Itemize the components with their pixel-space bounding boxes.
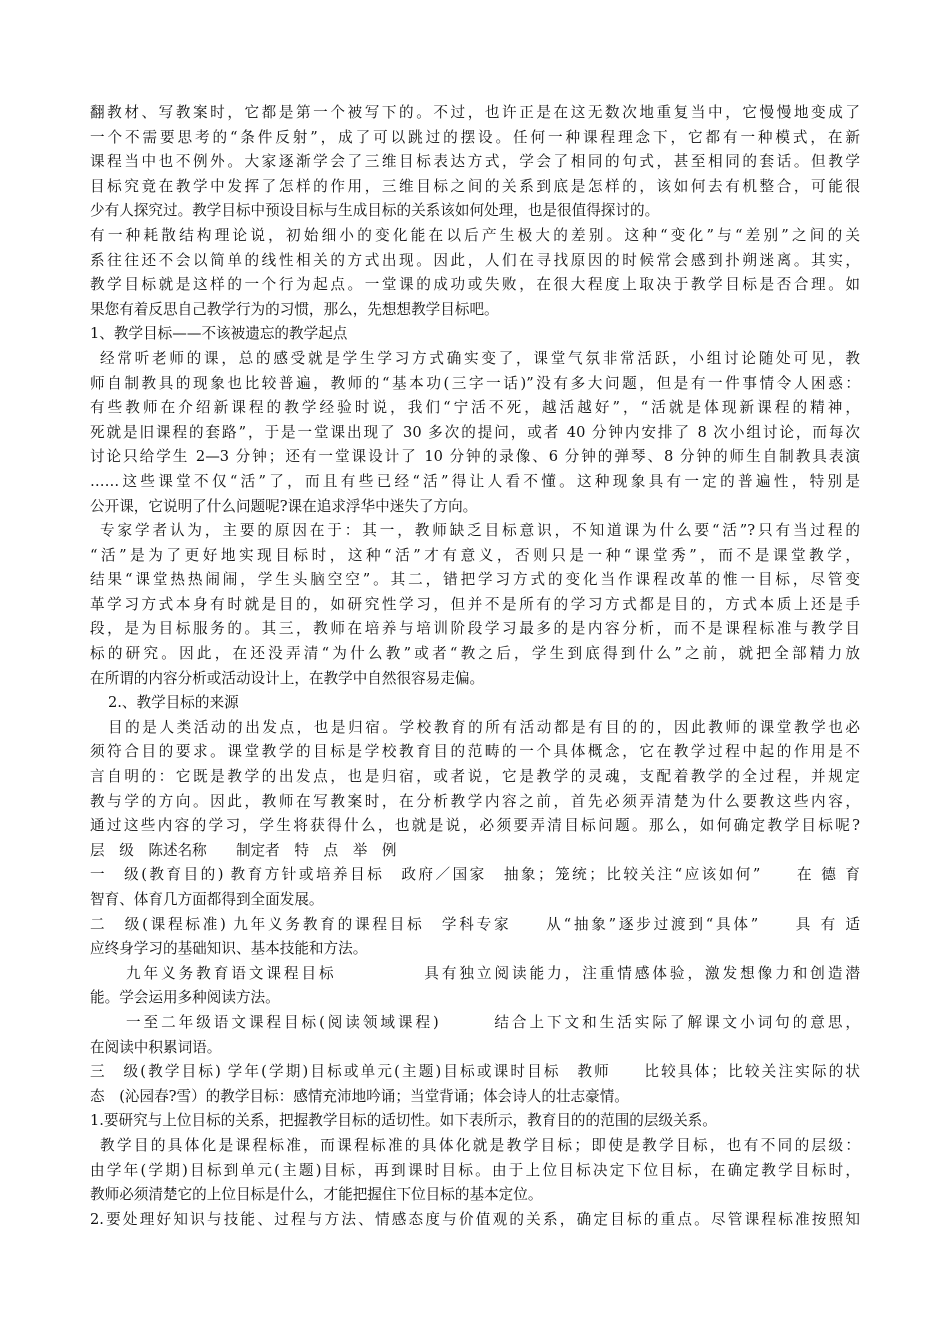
text-line: 结果“课堂热热闹闹，学生头脑空空”。其二，错把学习方式的变化当作课程改革的惟一目标，尽管变 xyxy=(90,571,860,589)
text-line: 经常听老师的课，总的感受就是学生学习方式确实变了，课堂气氛非常活跃，小组讨论随处可见，教 xyxy=(100,349,860,367)
text-line: 目标究竟在教学中发挥了怎样的作用，三维目标之间的关系到底是怎样的，该如何去有机整合，可能很 xyxy=(90,177,860,195)
text-line: 教师必须清楚它的上位目标是什么，才能把握住下位目标的基本定位。 xyxy=(90,1186,543,1204)
text-line: 有一种耗散结构理论说，初始细小的变化能在以后产生极大的差别。这种“变化”与“差别”之间的关 xyxy=(90,226,860,244)
text-line: 言自明的：它既是教学的出发点，也是归宿，或者说，它是教学的灵魂，支配着教学的全过程，并规定 xyxy=(90,768,860,786)
text-line: 死就是旧课程的套路”，于是一堂课出现了 30 多次的提问，或者 40 分钟内安排了 8 次小组讨论，而每次 xyxy=(90,423,860,441)
document-page xyxy=(90,101,860,1232)
text-line: 少有人探究过。教学目标中预设目标与生成目标的关系该如何处理，也是很值得探讨的。 xyxy=(90,202,660,220)
text-line: 1、教学目标——不该被遗忘的教学起点 xyxy=(90,325,348,343)
text-line: 二 级(课程标准) 九年义务教育的课程目标 学科专家 从“抽象”逐步过渡到“具体” 具 有 适 xyxy=(90,915,860,933)
text-line: 应终身学习的基础知识、基本技能和方法。 xyxy=(90,940,368,958)
text-line: 须符合目的要求。课堂教学的目标是学校教育目的范畴的一个具体概念，它在教学过程中起的作用是不 xyxy=(90,743,860,761)
text-line: 态 (沁园春?雪）的教学目标：感情充沛地吟诵；当堂背诵；体会诗人的壮志豪情。 xyxy=(90,1087,629,1105)
text-line: 2.、教学目标的来源 xyxy=(108,694,239,712)
text-line: 一个不需要思考的“条件反射”，成了可以跳过的摆设。任何一种课程理念下，它都有一种模式，在新 xyxy=(90,128,860,146)
text-line: 教学目的具体化是课程标准，而课程标准的具体化就是教学目标；即使是教学目标，也有不同的层级： xyxy=(100,1136,860,1154)
text-line: 层 级 陈述名称 制定者 特 点 举 例 xyxy=(90,841,397,859)
text-line: 标的研究。因此，在还没弄清“为什么教”或者“教之后，学生到底得到什么”之前，就把全部精力放 xyxy=(90,645,860,663)
text-line: 目的是人类活动的出发点，也是归宿。学校教育的所有活动都是有目的的，因此教师的课堂教学也必 xyxy=(108,718,860,736)
text-line: 能。学会运用多种阅读方法。 xyxy=(90,989,280,1007)
text-line: 段，是为目标服务的。其三，教师在培养与培训阶段学习最多的是内容分析，而不是课程标准与教学目 xyxy=(90,620,860,638)
text-line: 有些教师在介绍新课程的教学经验时说，我们“宁活不死，越活越好”，“活就是体现新课程的精神， xyxy=(90,399,860,417)
text-line: 在阅读中积累词语。 xyxy=(90,1038,222,1056)
text-line: 革学习方式本身有时就是目的，如研究性学习，但并不是所有的学习方式都是目的，方式本质上还是手 xyxy=(90,595,860,613)
text-line: 九年义务教育语文课程目标 具有独立阅读能力，注重情感体验，激发想像力和创造潜 xyxy=(126,964,860,982)
text-line: 2.要处理好知识与技能、过程与方法、情感态度与价值观的关系，确定目标的重点。尽管课程标准按照知 xyxy=(90,1210,860,1228)
text-line: 翻教材、写教案时，它都是第一个被写下的。不过，也许正是在这无数次地重复当中，它慢慢地变成了 xyxy=(90,104,860,121)
text-line: 师自制教具的现象也比较普遍，教师的“基本功(三字一话)”没有多大问题，但是有一件事情令人困惑： xyxy=(90,374,860,392)
text-line: 三 级(教学目标) 学年(学期)目标或单元(主题)目标或课时目标 教师 比较具体；比较关注实际的状 xyxy=(90,1063,860,1081)
text-line: 通过这些内容的学习，学生将获得什么，也就是说，必须要弄清目标问题。那么，如何确定教学目标呢? xyxy=(90,817,860,835)
text-line: 教学目标就是这样的一个行为起点。一堂课的成功或失败，在很大程度上取决于教学目标是否合理。如 xyxy=(90,276,860,294)
text-line: 智育、体育几方面都得到全面发展。 xyxy=(90,891,324,908)
text-line: 一至二年级语文课程目标(阅读领域课程) 结合上下文和生活实际了解课文小词句的意思， xyxy=(126,1013,860,1031)
text-line: 课程当中也不例外。大家逐渐学会了三维目标表达方式，学会了相同的句式，甚至相同的套话。但教学 xyxy=(90,153,860,171)
text-line: 公开课，它说明了什么问题呢?课在追求浮华中迷失了方向。 xyxy=(90,497,478,515)
text-line: 果您有着反思自己教学行为的习惯，那么，先想想教学目标吧。 xyxy=(90,300,499,318)
text-line: ……这些课堂不仅“活”了，而且有些已经“活”得让人看不懂。这种现象具有一定的普遍性，特别是 xyxy=(90,472,860,490)
text-line: “活”是为了更好地实现目标时，这种“活”才有意义，否则只是一种“课堂秀”，而不是课堂教学， xyxy=(90,546,860,564)
text-line: 教与学的方向。因此，教师在写教案时，在分析教学内容之前，首先必须弄清楚为什么要教这些内容， xyxy=(90,792,860,810)
text-line: 专家学者认为，主要的原因在于：其一，教师缺乏目标意识，不知道课为什么要“活”?只有当过程的 xyxy=(100,522,860,540)
text-line: 讨论只给学生 2—3 分钟；还有一堂课设计了 10 分钟的录像、6 分钟的弹琴、8 分钟的师生自制教具表演 xyxy=(90,448,860,466)
text-line: 系往往还不会以简单的线性相关的方式出现。因此，人们在寻找原因的时候常会感到扑朔迷离。其实， xyxy=(90,251,860,269)
text-line: 1.要研究与上位目标的关系，把握教学目标的适切性。如下表所示，教育目的的范围的层级关系。 xyxy=(90,1112,717,1130)
text-line: 一 级(教育目的) 教育方针或培养目标 政府／国家 抽象；笼统；比较关注“应该如何” 在 德 育 xyxy=(90,866,860,884)
text-line: 在所谓的内容分析或活动设计上，在教学中自然很容易走偏。 xyxy=(90,669,485,687)
text-line: 由学年(学期)目标到单元(主题)目标，再到课时目标。由于上位目标决定下位目标，在确定教学目标时， xyxy=(90,1161,860,1179)
